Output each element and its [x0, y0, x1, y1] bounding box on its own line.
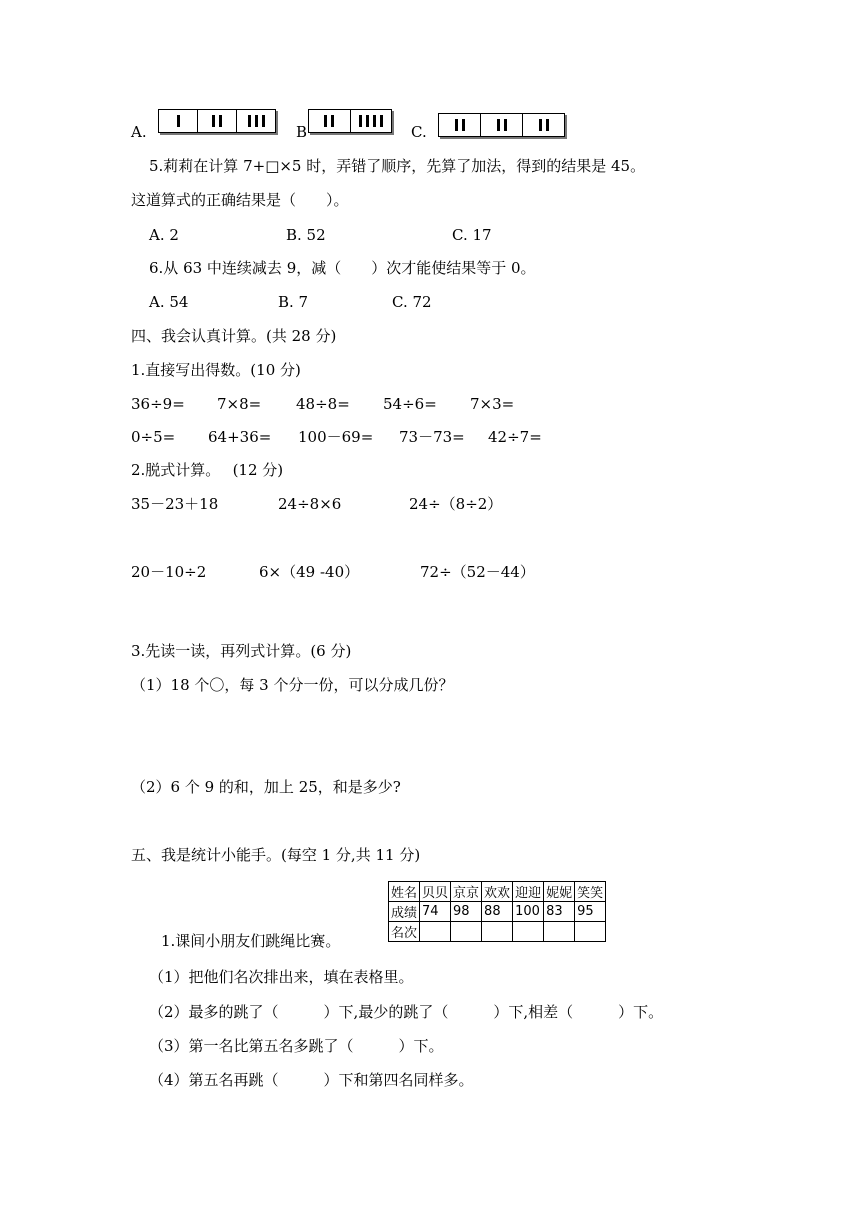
oral-calc-item: 73－73=: [399, 428, 465, 446]
option-b-label: B: [296, 123, 308, 141]
counter-cell: [523, 114, 564, 136]
tally-bar: [359, 115, 362, 127]
row-header: 成绩: [389, 902, 420, 922]
stats-subquestion-1: （1）把他们名次排出来，填在表格里。: [149, 968, 414, 986]
oral-calc-item: 54÷6=: [383, 395, 437, 413]
q5-option-a: A. 2: [149, 226, 179, 244]
oral-calc-item: 36÷9=: [131, 395, 185, 413]
oral-calc-item: 100－69=: [298, 428, 374, 446]
table-row: [389, 902, 606, 922]
table-cell-name: 笑笑: [575, 882, 606, 902]
table-cell-score: 98: [451, 902, 482, 922]
tally-bar: [455, 119, 458, 131]
step-calc-item: 35－23＋18: [131, 495, 219, 513]
oral-calc-item: 64+36=: [208, 428, 272, 446]
counter-cell: [351, 110, 392, 132]
option-a-label: A.: [131, 123, 147, 141]
option-a-counter-box: [158, 109, 276, 133]
row-header: 姓名: [389, 882, 420, 902]
oral-calc-item: 42÷7=: [488, 428, 542, 446]
tally-bar: [219, 115, 222, 127]
q6-option-c: C. 72: [392, 293, 432, 311]
tally-bar: [212, 115, 215, 127]
counter-cell: [237, 110, 275, 132]
word-problem-1: （1）18 个〇，每 3 个分一份，可以分成几份？: [131, 676, 454, 694]
q6-option-b: B. 7: [278, 293, 309, 311]
q6-option-a: A. 54: [149, 293, 189, 311]
table-cell-rank[interactable]: [575, 922, 606, 942]
counter-cell: [198, 110, 237, 132]
table-cell-name: 贝贝: [420, 882, 451, 902]
part3-title: 3.先读一读，再列式计算。(6 分): [131, 642, 352, 660]
q5-option-c: C. 17: [452, 226, 492, 244]
row-header: 名次: [389, 922, 420, 942]
step-calc-item: 20－10÷2: [131, 563, 207, 581]
counter-cell: [309, 110, 351, 132]
table-cell-name: 欢欢: [482, 882, 513, 902]
tally-bar: [248, 115, 251, 127]
table-cell-rank[interactable]: [451, 922, 482, 942]
tally-bar: [546, 119, 549, 131]
tally-bar: [497, 119, 500, 131]
tally-bar: [380, 115, 383, 127]
oral-calc-item: 7×3=: [470, 395, 515, 413]
tally-bar: [255, 115, 258, 127]
table-row: [389, 882, 606, 902]
table-cell-rank[interactable]: [420, 922, 451, 942]
counter-cell: [159, 110, 198, 132]
jump-rope-table: [388, 881, 606, 942]
step-calc-item: 6×（49 -40）: [259, 563, 360, 581]
table-cell-name: 迎迎: [513, 882, 544, 902]
table-cell-score: 83: [544, 902, 575, 922]
q5-text-line1: 5.莉莉在计算 7+□×5 时，弄错了顺序，先算了加法，得到的结果是 45。: [149, 157, 646, 175]
word-problem-2: （2）6 个 9 的和，加上 25，和是多少?: [131, 778, 401, 796]
oral-calc-item: 48÷8=: [296, 395, 350, 413]
table-cell-name: 京京: [451, 882, 482, 902]
q5-option-b: B. 52: [286, 226, 326, 244]
stats-subquestion-3: （3）第一名比第五名多跳了（ ）下。: [149, 1037, 444, 1055]
tally-bar: [262, 115, 265, 127]
table-row: [389, 922, 606, 942]
stats-subquestion-4: （4）第五名再跳（ ）下和第四名同样多。: [149, 1071, 474, 1089]
oral-calc-item: 7×8=: [217, 395, 262, 413]
tally-bar: [504, 119, 507, 131]
tally-bar: [331, 115, 334, 127]
part1-title: 1.直接写出得数。(10 分): [131, 361, 301, 379]
tally-bar: [539, 119, 542, 131]
section5-heading: 五、我是统计小能手。(每空 1 分,共 11 分): [131, 846, 421, 864]
tally-bar: [324, 115, 327, 127]
table-cell-rank[interactable]: [513, 922, 544, 942]
tally-bar: [177, 115, 180, 127]
section4-heading: 四、我会认真计算。(共 28 分): [131, 327, 337, 345]
table-cell-score: 88: [482, 902, 513, 922]
option-b-counter-box: [308, 109, 392, 133]
q5-text-line2: 这道算式的正确结果是（ ）。: [131, 191, 349, 209]
stats-question-1: 1.课间小朋友们跳绳比赛。: [161, 932, 341, 950]
tally-bar: [462, 119, 465, 131]
table-cell-score: 95: [575, 902, 606, 922]
counter-cell: [439, 114, 481, 136]
counter-cell: [481, 114, 523, 136]
tally-bar: [366, 115, 369, 127]
part2-title: 2.脱式计算。 (12 分): [131, 461, 284, 479]
option-c-label: C.: [411, 123, 427, 141]
step-calc-item: 24÷（8÷2）: [409, 495, 503, 513]
q6-text: 6.从 63 中连续减去 9，减（ ）次才能使结果等于 0。: [149, 259, 536, 277]
table-cell-name: 妮妮: [544, 882, 575, 902]
oral-calc-item: 0÷5=: [131, 428, 176, 446]
option-c-counter-box: [438, 113, 565, 137]
tally-bar: [373, 115, 376, 127]
step-calc-item: 24÷8×6: [278, 495, 342, 513]
stats-subquestion-2: （2）最多的跳了（ ）下,最少的跳了（ ）下,相差（ ）下。: [149, 1003, 664, 1021]
step-calc-item: 72÷（52－44）: [420, 563, 535, 581]
table-cell-score: 74: [420, 902, 451, 922]
table-cell-rank[interactable]: [482, 922, 513, 942]
table-cell-rank[interactable]: [544, 922, 575, 942]
table-cell-score: 100: [513, 902, 544, 922]
